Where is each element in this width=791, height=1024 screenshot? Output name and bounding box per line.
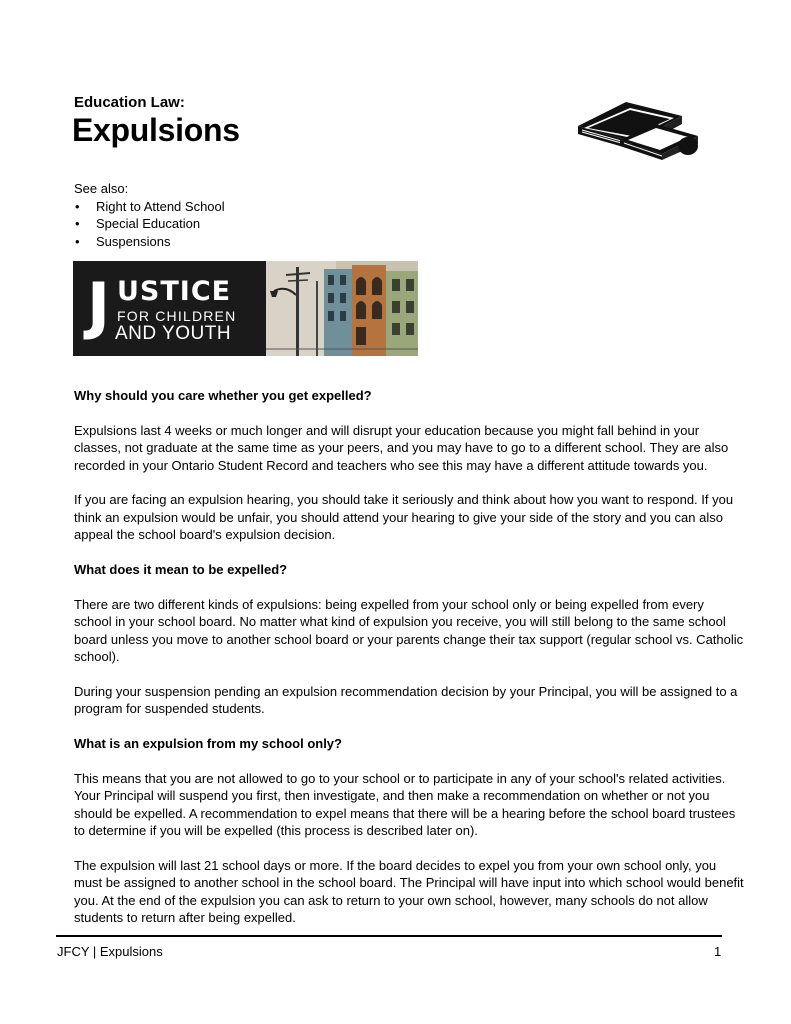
see-also-block bbox=[74, 180, 225, 250]
document-title: Expulsions bbox=[72, 112, 240, 148]
logo-for-children: FOR CHILDREN bbox=[117, 308, 237, 324]
section-heading: What is an expulsion from my school only? bbox=[74, 736, 342, 752]
jfcy-logo-banner bbox=[73, 261, 418, 356]
paragraph: There are two different kinds of expulsions: being expelled from your school only or being expelled from every school in your school board. No matter what kind of expulsion you receive, you will still belong to the same school board unless you move to another school board or your parents change their tax support (regular school vs. Catholic school). bbox=[74, 596, 744, 665]
see-also-list bbox=[74, 198, 225, 251]
document-body bbox=[74, 387, 744, 944]
see-also-item-special-education[interactable]: • Special Education bbox=[74, 215, 225, 233]
logo-letter-j: J bbox=[87, 269, 111, 342]
footer-label: JFCY | Expulsions bbox=[57, 944, 163, 959]
city-illustration-icon bbox=[266, 261, 418, 356]
document-subtitle: Education Law: bbox=[74, 94, 185, 111]
page-number: 1 bbox=[714, 944, 722, 959]
see-also-label: See also: bbox=[74, 181, 129, 196]
paragraph: Expulsions last 4 weeks or much longer and will disrupt your education because you might fall behind in your classes, not graduate at the same time as your peers, and you may have to go to a different school. They are also recorded in your Ontario Student Record and teachers who see this may have a different attitude towards you. bbox=[74, 422, 729, 473]
logo-justice: USTICE bbox=[117, 276, 232, 307]
section-heading: What does it mean to be expelled? bbox=[74, 562, 288, 578]
footer-divider bbox=[56, 935, 722, 937]
paragraph: During your suspension pending an expulsion recommendation decision by your Principal, you will be assigned to a program for suspended students. bbox=[74, 683, 738, 717]
books-icon bbox=[570, 96, 702, 162]
logo-text-panel bbox=[73, 261, 266, 356]
see-also-item-suspensions[interactable]: • Suspensions bbox=[74, 233, 225, 251]
logo-and-youth: AND YOUTH bbox=[115, 323, 232, 344]
paragraph: If you are facing an expulsion hearing, you should take it seriously and think about how you want to respond. If you think an expulsion would be unfair, you should attend your hearing to give your side of the story and you can also appeal the school board's expulsion decision. bbox=[74, 492, 734, 543]
paragraph: The expulsion will last 21 school days or more. If the board decides to expel you from your own school only, you must be assigned to another school in the school board. The Principal will have input into which school would benefit you. At the end of the expulsion you can ask to return to your own school, however, many schools do not allow students to return after being expelled. bbox=[74, 857, 744, 926]
paragraph: This means that you are not allowed to go to your school or to participate in any of your school's related activities. Your Principal will suspend you first, then investigate, and then make a recommendation on whether or not you should be expelled. A recommendation to expel means that there will be a hearing before the school board trustees to determine if you will be expelled (this process is described later on). bbox=[74, 770, 736, 839]
section-heading: Why should you care whether you get expelled? bbox=[74, 388, 372, 403]
see-also-item-right-to-attend[interactable]: • Right to Attend School bbox=[74, 198, 225, 216]
